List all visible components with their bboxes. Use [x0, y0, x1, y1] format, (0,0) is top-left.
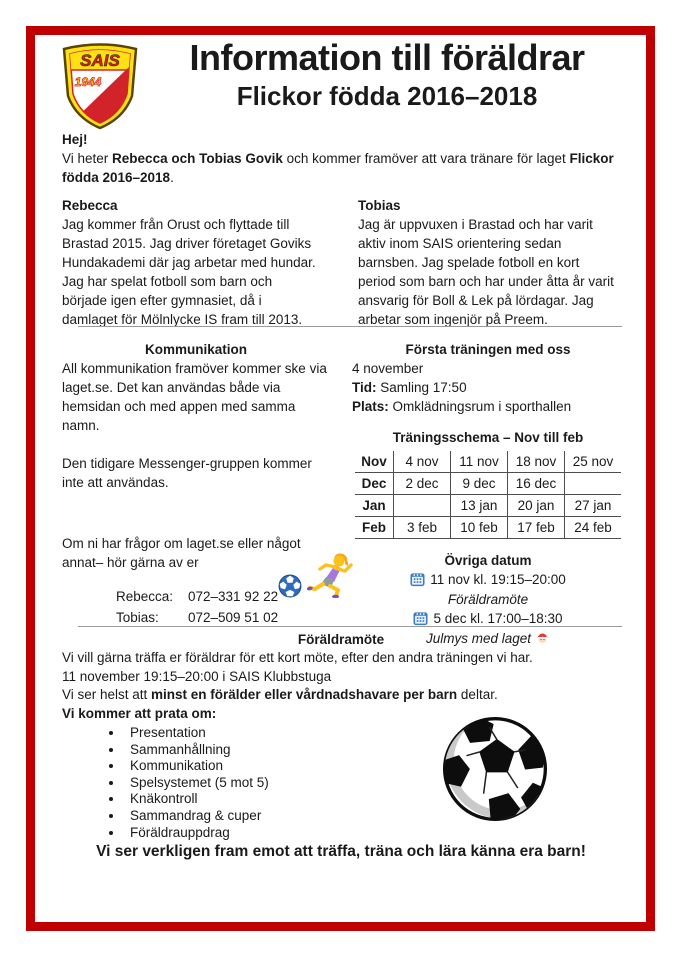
tobias-body: Jag är uppvuxen i Brastad och har varit aktiv inom SAIS orientering sedan barnsben. Jag spelade fotboll en kort period som barn och har under åtta år varit ansvarig för Boll & Lek på lördagar. Jag arbetar som ingenjör på Preem.	[358, 217, 614, 327]
other-date-line	[352, 570, 624, 590]
contact-name: Tobias:	[116, 610, 159, 625]
list-item: • Sammandrag & cuper	[124, 808, 620, 825]
kommunikation-p1: All kommunikation framöver kommer ske via laget.se. Det kan användas både via hemsidan och med appen med samma namn.	[62, 361, 327, 433]
time-value: Samling 17:50	[380, 380, 467, 395]
woman-running-icon	[307, 552, 355, 598]
other-date-event: Föräldramöte	[447, 591, 529, 607]
contact-phone: 072–331 92 22	[188, 589, 279, 604]
greeting: Hej!	[62, 132, 88, 147]
month-cell: Feb	[355, 517, 394, 539]
title-block	[148, 36, 626, 112]
date-cell	[394, 495, 451, 517]
list-item: • Presentation	[124, 725, 620, 742]
intro-section	[62, 130, 624, 187]
list-item: • Knäkontroll	[124, 791, 620, 808]
date-cell: 9 dec	[451, 473, 508, 495]
date-cell	[565, 473, 622, 495]
calendar-icon	[410, 572, 425, 587]
intro-paragraph	[62, 149, 624, 187]
date-cell: 17 feb	[508, 517, 565, 539]
date-cell: 3 feb	[394, 517, 451, 539]
meeting-p2: 11 november 19:15–20:00 i SAIS Klubbstuga	[62, 668, 332, 684]
date-cell: 25 nov	[565, 451, 622, 473]
section-divider	[78, 326, 622, 327]
date-cell: 16 dec	[508, 473, 565, 495]
trainer-names: Rebecca och Tobias Govik	[112, 151, 283, 166]
month-cell: Dec	[355, 473, 394, 495]
tobias-bio	[358, 196, 620, 329]
training-info-column	[352, 340, 624, 648]
list-item: • Kommunikation	[124, 758, 620, 775]
list-item: • Spelsystemet (5 mot 5)	[124, 775, 620, 792]
place-value: Omklädningsrum i sporthallen	[392, 399, 572, 414]
table-row	[355, 451, 621, 473]
time-label: Tid:	[352, 380, 377, 395]
intro-text: och kommer framöver att vara tränare för laget	[282, 151, 570, 166]
meeting-heading: Föräldramöte	[297, 632, 385, 647]
rebecca-heading: Rebecca	[62, 198, 118, 213]
list-item: • Sammanhållning	[124, 742, 620, 759]
team-name: Flickor födda 2016–2018	[62, 151, 614, 185]
page-title: Information till föräldrar	[189, 37, 585, 78]
table-row	[355, 473, 621, 495]
rebecca-body: Jag kommer från Orust och flyttade till Brastad 2015. Jag driver företaget Goviks Hundakademi där jag arbetar med hundar. Jag har spelat fotboll som barn och började igen efter gymnasiet, då i damlaget för Mölnlycke IS fram till 2013.	[62, 217, 316, 327]
contact-row	[116, 607, 330, 628]
rebecca-bio	[62, 196, 318, 329]
other-date-event-text: Julmys med laget	[425, 630, 532, 646]
list-item: • Föräldrauppdrag	[124, 825, 620, 842]
other-date-text: 5 dec kl. 17:00–18:30	[433, 611, 563, 626]
schedule-heading: Träningsschema – Nov till feb	[392, 430, 584, 445]
month-cell: Jan	[355, 495, 394, 517]
date-cell: 27 jan	[565, 495, 622, 517]
date-cell: 24 feb	[565, 517, 622, 539]
sais-club-logo	[58, 38, 142, 130]
first-training-place	[352, 397, 624, 416]
meeting-p4: Vi kommer att prata om:	[62, 705, 217, 721]
tobias-heading: Tobias	[358, 198, 401, 213]
page-subtitle: Flickor födda 2016–2018	[236, 81, 538, 111]
meeting-p3	[62, 686, 620, 705]
first-training-date: 4 november	[352, 361, 424, 376]
first-training-heading: Första träningen med oss	[405, 342, 571, 357]
table-row	[355, 495, 621, 517]
meeting-p3-emphasis: minst en förälder eller vårdnadshavare per barn	[151, 687, 458, 702]
date-cell: 2 dec	[394, 473, 451, 495]
date-cell: 4 nov	[394, 451, 451, 473]
kommunikation-p3: Om ni har frågor om laget.se eller något annat– hör gärna av er	[62, 536, 301, 570]
emoji-decoration	[278, 550, 358, 598]
kommunikation-p2: Den tidigare Messenger-gruppen kommer inte att användas.	[62, 456, 312, 490]
logo-year-text: 1944	[74, 75, 102, 89]
meeting-p1: Vi vill gärna träffa er föräldrar för ett kort möte, efter den andra träningen vi har.	[62, 650, 533, 665]
intro-text: Vi heter	[62, 151, 113, 166]
soccer-ball-image	[438, 712, 552, 826]
calendar-icon	[413, 611, 428, 626]
kommunikation-heading: Kommunikation	[144, 342, 247, 357]
other-date-text: 11 nov kl. 19:15–20:00	[430, 572, 566, 587]
other-dates-heading: Övriga datum	[444, 553, 532, 568]
table-row	[355, 517, 621, 539]
date-cell: 10 feb	[451, 517, 508, 539]
header	[56, 36, 626, 112]
logo-club-text: SAIS	[80, 51, 120, 70]
soccer-ball-small-icon	[278, 574, 302, 598]
place-label: Plats:	[352, 399, 389, 414]
meeting-p3-text: deltar.	[457, 687, 498, 702]
date-cell: 18 nov	[508, 451, 565, 473]
section-divider	[78, 626, 622, 627]
date-cell: 13 jan	[451, 495, 508, 517]
date-cell: 11 nov	[451, 451, 508, 473]
training-schedule-table	[355, 451, 621, 539]
closing-message: Vi ser verkligen fram emot att träffa, träna och lära känna era barn!	[96, 843, 586, 860]
first-training-time	[352, 378, 624, 397]
intro-text: .	[170, 170, 174, 185]
date-cell: 20 jan	[508, 495, 565, 517]
month-cell: Nov	[355, 451, 394, 473]
shield-logo-icon	[58, 38, 142, 130]
contact-name: Rebecca:	[116, 589, 174, 604]
meeting-p3-text: Vi ser helst att	[62, 687, 152, 702]
contact-phone: 072–509 51 02	[188, 610, 279, 625]
